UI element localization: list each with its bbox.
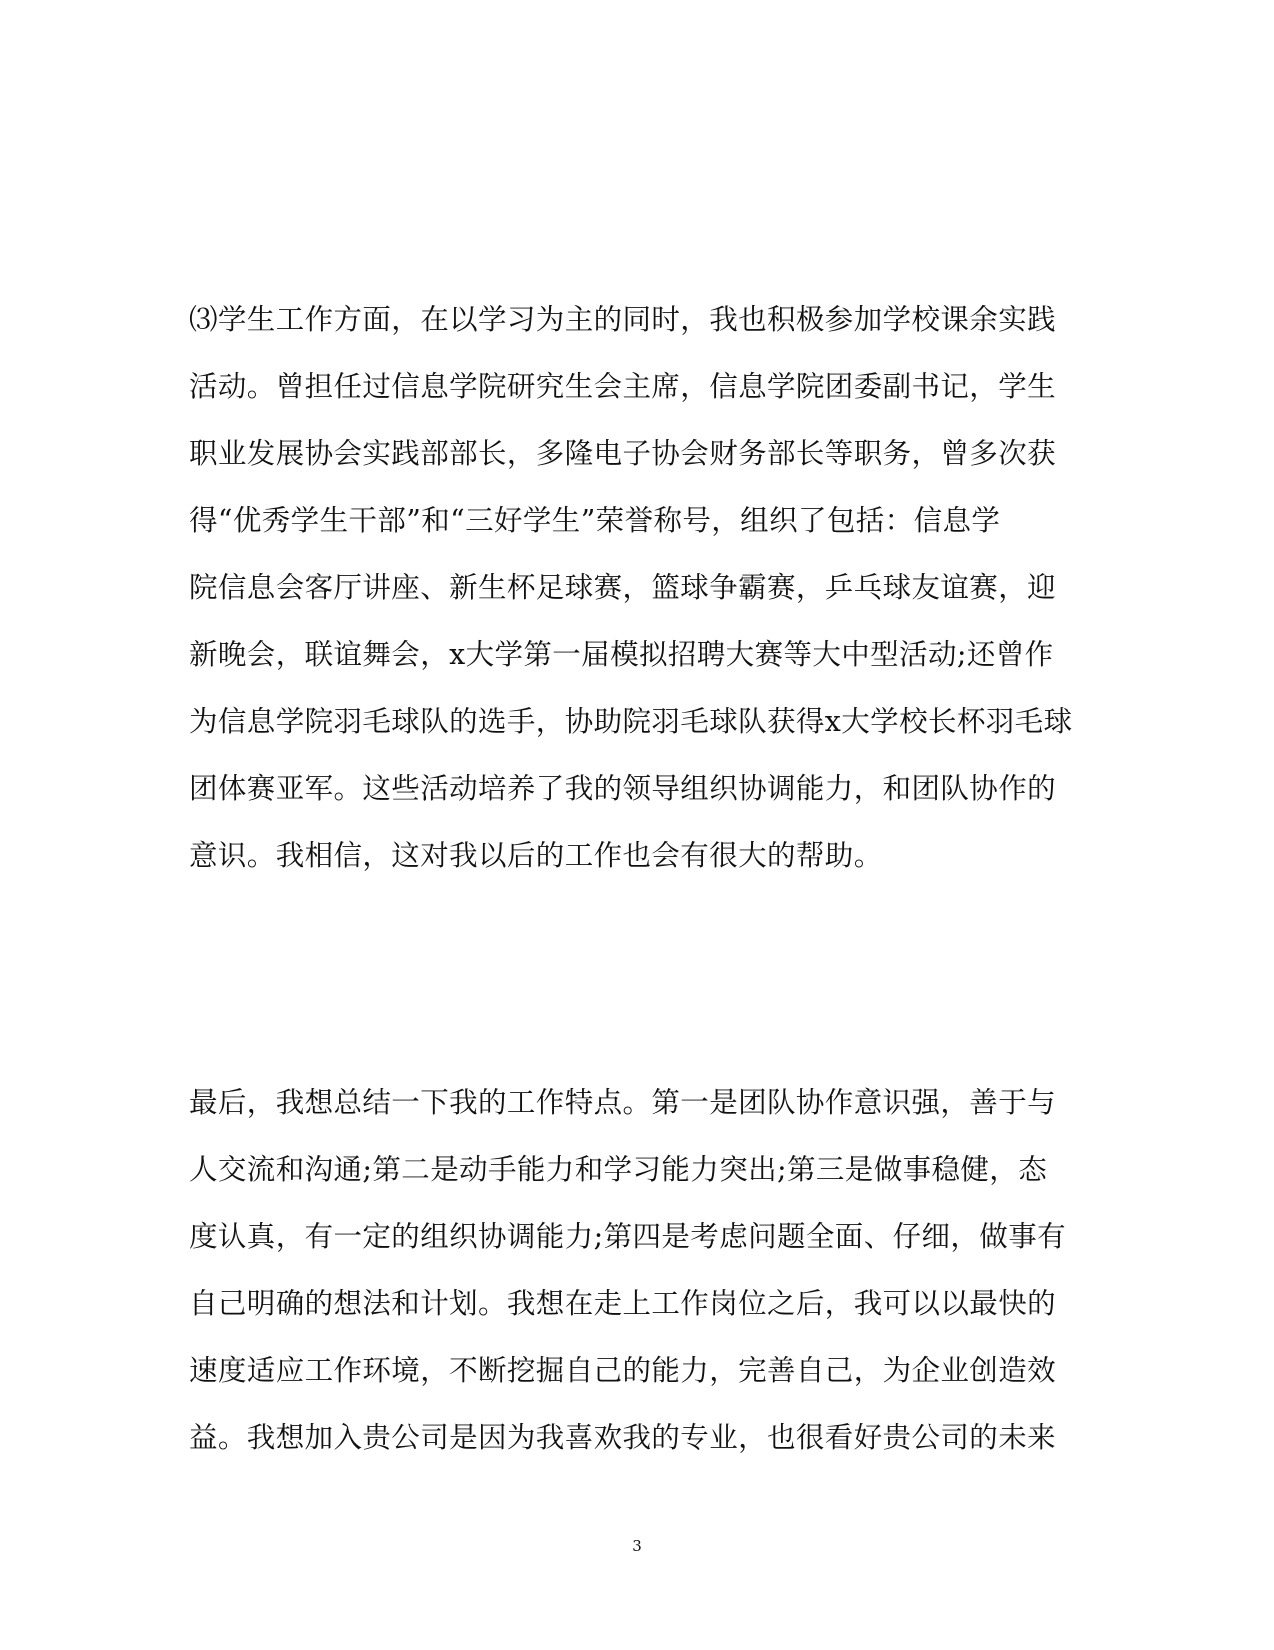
text-line: 速度适应工作环境，不断挖掘自己的能力，完善自己，为企业创造效 xyxy=(189,1354,1057,1387)
text-line: 人交流和沟通;第二是动手能力和学习能力突出;第三是做事稳健，态 xyxy=(189,1153,1048,1186)
text-line: 度认真，有一定的组织协调能力;第四是考虑问题全面、仔细，做事有 xyxy=(189,1220,1067,1253)
text-line: ⑶学生工作方面，在以学习为主的同时，我也积极参加学校课余实践 xyxy=(189,303,1057,336)
text-line: 团体赛亚军。这些活动培养了我的领导组织协调能力，和团队协作的 xyxy=(189,772,1057,805)
text-line: 院信息会客厅讲座、新生杯足球赛，篮球争霸赛，乒乓球友谊赛，迎 xyxy=(189,571,1057,604)
text-line: 最后，我想总结一下我的工作特点。第一是团队协作意识强，善于与 xyxy=(189,1086,1057,1119)
text-line: 益。我想加入贵公司是因为我喜欢我的专业，也很看好贵公司的未来 xyxy=(189,1421,1057,1454)
page-number: 3 xyxy=(632,1537,642,1555)
text-line: 得“优秀学生干部”和“三好学生”荣誉称号，组织了包括：信息学 xyxy=(189,504,1001,537)
text-line: 为信息学院羽毛球队的选手，协助院羽毛球队获得x大学校长杯羽毛球 xyxy=(189,705,1073,738)
text-line: 新晚会，联谊舞会，x大学第一届模拟招聘大赛等大中型活动;还曾作 xyxy=(189,638,1054,671)
text-line: 活动。曾担任过信息学院研究生会主席，信息学院团委副书记，学生 xyxy=(189,370,1057,403)
text-line: 自己明确的想法和计划。我想在走上工作岗位之后，我可以以最快的 xyxy=(189,1287,1057,1320)
text-line: 意识。我相信，这对我以后的工作也会有很大的帮助。 xyxy=(189,839,883,872)
text-line: 职业发展协会实践部部长，多隆电子协会财务部长等职务，曾多次获 xyxy=(189,437,1057,470)
